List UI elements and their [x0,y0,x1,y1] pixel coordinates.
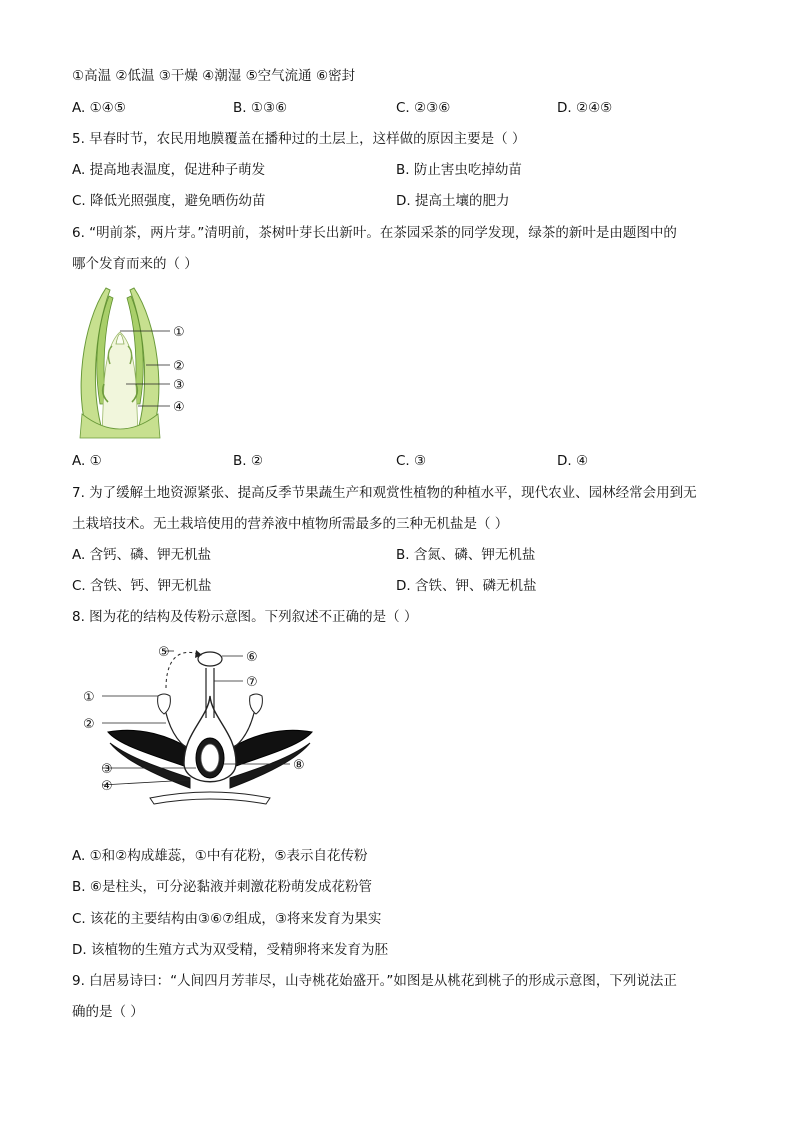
q7-option-b[interactable]: B. 含氮、磷、钾无机盐 [396,547,536,563]
flower-label-3: ③ [101,762,113,777]
q7-option-c[interactable]: C. 含铁、钙、钾无机盐 [72,578,212,594]
petal-left [108,730,192,766]
q6-stem-line1: 6. “明前茶，两片芽。”清明前，茶树叶芽长出新叶。在茶园采茶的同学发现，绿茶的新叶是由题图中的 [72,225,677,241]
q8-option-c[interactable]: C. 该花的主要结构由③⑥⑦组成，③将来发育为果实 [72,911,382,927]
q4-option-c[interactable]: C. ②③⑥ [396,100,451,116]
q6-stem-line2: 哪个发育而来的（ ） [72,256,198,272]
flower-label-7: ⑦ [246,675,258,690]
q4-option-d[interactable]: D. ②④⑤ [557,100,613,116]
conditions-list: ①高温 ②低温 ③干燥 ④潮湿 ⑤空气流通 ⑥密封 [72,68,356,84]
q9-stem-line2: 确的是（ ） [72,1004,144,1020]
flower-label-1: ① [83,690,95,705]
anther-left [158,694,171,714]
q5-stem: 5. 早春时节，农民用地膜覆盖在播种过的土层上，这样做的原因主要是（ ） [72,131,526,147]
q7-option-a[interactable]: A. 含钙、磷、钾无机盐 [72,547,212,563]
bud-label-2: ② [173,359,185,374]
flower-label-8: ⑧ [293,758,305,773]
q7-option-d[interactable]: D. 含铁、钾、磷无机盐 [396,578,537,594]
q7-stem-line2: 土栽培技术。无土栽培使用的营养液中植物所需最多的三种无机盐是（ ） [72,516,509,532]
q6-option-b[interactable]: B. ② [233,453,263,469]
q7-stem-line1: 7. 为了缓解土地资源紧张、提高反季节果蔬生产和观赏性植物的种植水平，现代农业、园林经常会用到无 [72,485,697,501]
q8-stem: 8. 图为花的结构及传粉示意图。下列叙述不正确的是（ ） [72,609,418,625]
q5-option-a[interactable]: A. 提高地表温度，促进种子萌发 [72,162,266,178]
q8-option-a[interactable]: A. ①和②构成雄蕊，①中有花粉，⑤表示自花传粉 [72,848,368,864]
q8-option-d[interactable]: D. 该植物的生殖方式为双受精，受精卵将来发育为胚 [72,942,388,958]
flower-label-6: ⑥ [246,650,258,665]
anther-right [250,694,263,714]
flower-label-2: ② [83,717,95,732]
ovule-inner [201,744,219,772]
q6-option-d[interactable]: D. ④ [557,453,589,469]
q8-option-b[interactable]: B. ⑥是柱头，可分泌黏液并刺激花粉萌发成花粉管 [72,879,372,895]
q9-stem-line1: 9. 白居易诗曰：“人间四月芳菲尽，山寺桃花始盛开。”如图是从桃花到桃子的形成示意图，下列说法正 [72,973,677,989]
q4-option-b[interactable]: B. ①③⑥ [233,100,288,116]
q6-option-a[interactable]: A. ① [72,453,102,469]
q4-option-a[interactable]: A. ①④⑤ [72,100,126,116]
bud-axis [102,332,138,434]
pollination-arrow [166,652,198,688]
q5-option-c[interactable]: C. 降低光照强度，避免晒伤幼苗 [72,193,266,209]
q6-option-c[interactable]: C. ③ [396,453,427,469]
q5-option-d[interactable]: D. 提高土壤的肥力 [396,193,510,209]
flower-structure-figure [80,638,340,808]
receptacle [150,792,270,804]
flower-label-4: ④ [101,779,113,794]
bud-label-3: ③ [173,378,185,393]
leaf-bud-figure [76,284,201,440]
bud-label-4: ④ [173,400,185,415]
stigma [198,652,222,666]
bud-label-1: ① [173,325,185,340]
flower-label-5: ⑤ [158,645,170,660]
q5-option-b[interactable]: B. 防止害虫吃掉幼苗 [396,162,522,178]
